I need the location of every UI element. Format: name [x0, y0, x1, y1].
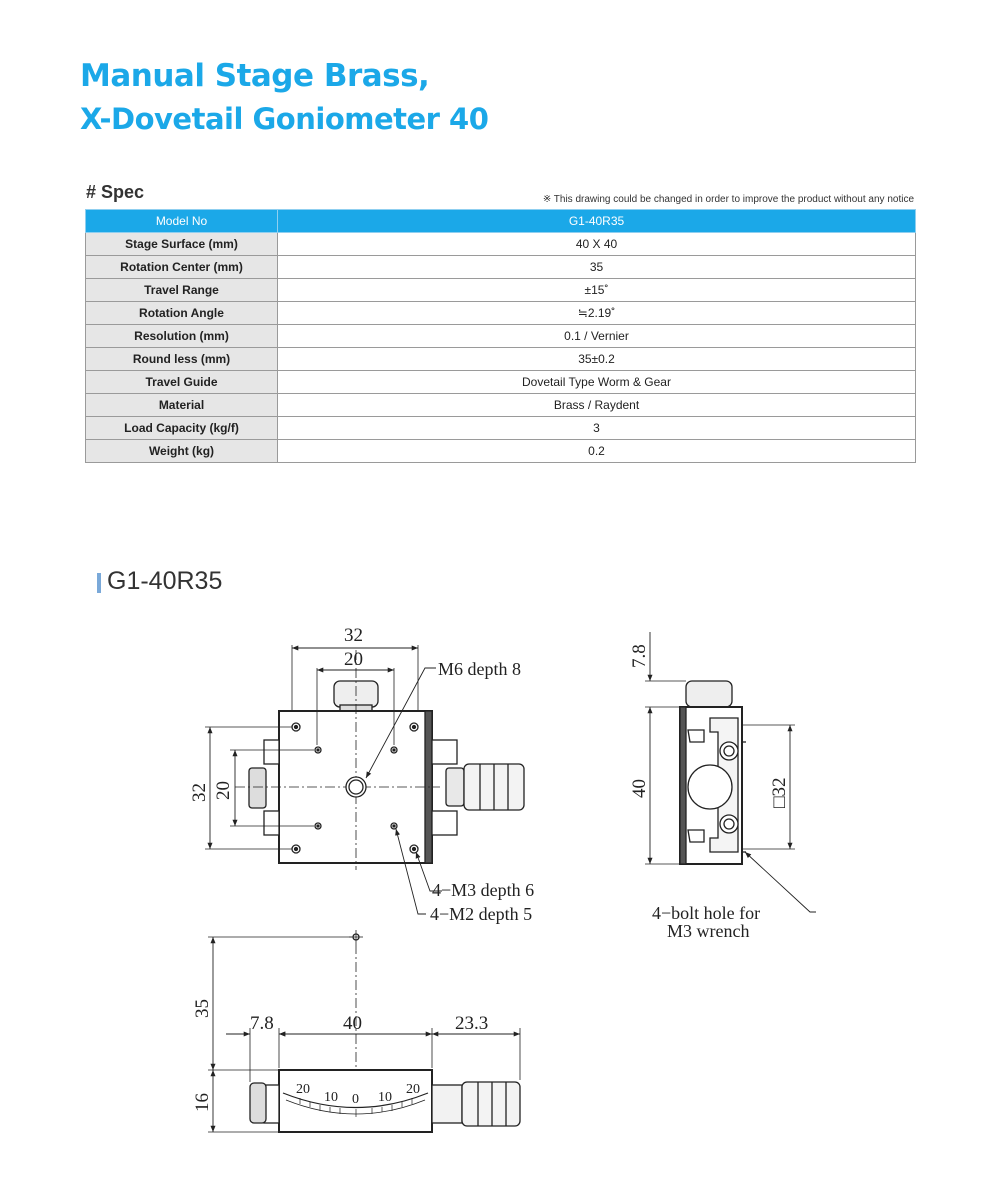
- technical-drawing: [0, 600, 1000, 1160]
- callout-m6: M6 depth 8: [438, 659, 521, 679]
- table-row: [86, 348, 916, 371]
- table-header-row: [86, 210, 916, 233]
- front-dim-78: 7.8: [250, 1013, 274, 1034]
- side-dim-sq32: □32: [769, 777, 790, 808]
- front-dim-35: 35: [192, 999, 213, 1018]
- front-dim-16: 16: [192, 1093, 213, 1112]
- row-value: Brass / Raydent: [278, 394, 916, 417]
- side-view: [645, 632, 816, 912]
- side-callout-line2: M3 wrench: [667, 921, 750, 941]
- top-view: [205, 645, 524, 914]
- callout-m2: 4−M2 depth 5: [430, 904, 533, 924]
- scale-label-zero: 0: [352, 1092, 359, 1107]
- spec-heading: # Spec: [86, 182, 145, 202]
- header-label-cell: Model No: [86, 210, 278, 233]
- front-dim-40: 40: [343, 1013, 362, 1034]
- table-row: [86, 394, 916, 417]
- spec-table: [85, 209, 916, 463]
- dim-32-top: 32: [344, 625, 363, 646]
- row-value: Dovetail Type Worm & Gear: [278, 371, 916, 394]
- row-label: Material: [86, 394, 278, 417]
- row-value: ≒2.19˚: [278, 302, 916, 325]
- row-value: 40 X 40: [278, 233, 916, 256]
- row-value: 3: [278, 417, 916, 440]
- row-label: Travel Range: [86, 279, 278, 302]
- callout-m3: 4−M3 depth 6: [432, 880, 535, 900]
- row-label: Rotation Center (mm): [86, 256, 278, 279]
- scale-label-right-10: 10: [378, 1090, 392, 1105]
- table-row: [86, 233, 916, 256]
- dim-20-top: 20: [344, 649, 363, 670]
- row-label: Rotation Angle: [86, 302, 278, 325]
- row-label: Round less (mm): [86, 348, 278, 371]
- row-label: Weight (kg): [86, 440, 278, 463]
- table-row: [86, 325, 916, 348]
- scale-label-left-20: 20: [296, 1082, 310, 1097]
- row-value: 35±0.2: [278, 348, 916, 371]
- dim-20-left: 20: [213, 781, 234, 800]
- row-value: 0.2: [278, 440, 916, 463]
- front-dim-233: 23.3: [455, 1013, 489, 1034]
- spec-notice: ※ This drawing could be changed in order to improve the product without any notice: [542, 194, 914, 205]
- row-value: 0.1 / Vernier: [278, 325, 916, 348]
- header-value-cell: G1-40R35: [278, 210, 916, 233]
- side-dim-40: 40: [629, 779, 650, 798]
- section-title: G1-40R35: [107, 567, 223, 595]
- table-row: [86, 256, 916, 279]
- row-label: Load Capacity (kg/f): [86, 417, 278, 440]
- page-subtitle: X-Dovetail Goniometer 40: [80, 102, 489, 136]
- scale-label-left-10: 10: [324, 1090, 338, 1105]
- dim-32-left: 32: [189, 783, 210, 802]
- side-callout-line1: 4−bolt hole for: [652, 903, 761, 923]
- row-label: Stage Surface (mm): [86, 233, 278, 256]
- table-row: [86, 440, 916, 463]
- side-dim-78: 7.8: [629, 644, 650, 668]
- table-row: [86, 302, 916, 325]
- scale-label-right-20: 20: [406, 1082, 420, 1097]
- page-title: Manual Stage Brass,: [80, 58, 430, 94]
- side-knob: [686, 681, 732, 707]
- side-center-hole: [688, 765, 732, 809]
- row-label: Resolution (mm): [86, 325, 278, 348]
- table-row: [86, 371, 916, 394]
- row-value: 35: [278, 256, 916, 279]
- row-label: Travel Guide: [86, 371, 278, 394]
- section-marker: [97, 573, 101, 593]
- table-row: [86, 279, 916, 302]
- table-row: [86, 417, 916, 440]
- row-value: ±15˚: [278, 279, 916, 302]
